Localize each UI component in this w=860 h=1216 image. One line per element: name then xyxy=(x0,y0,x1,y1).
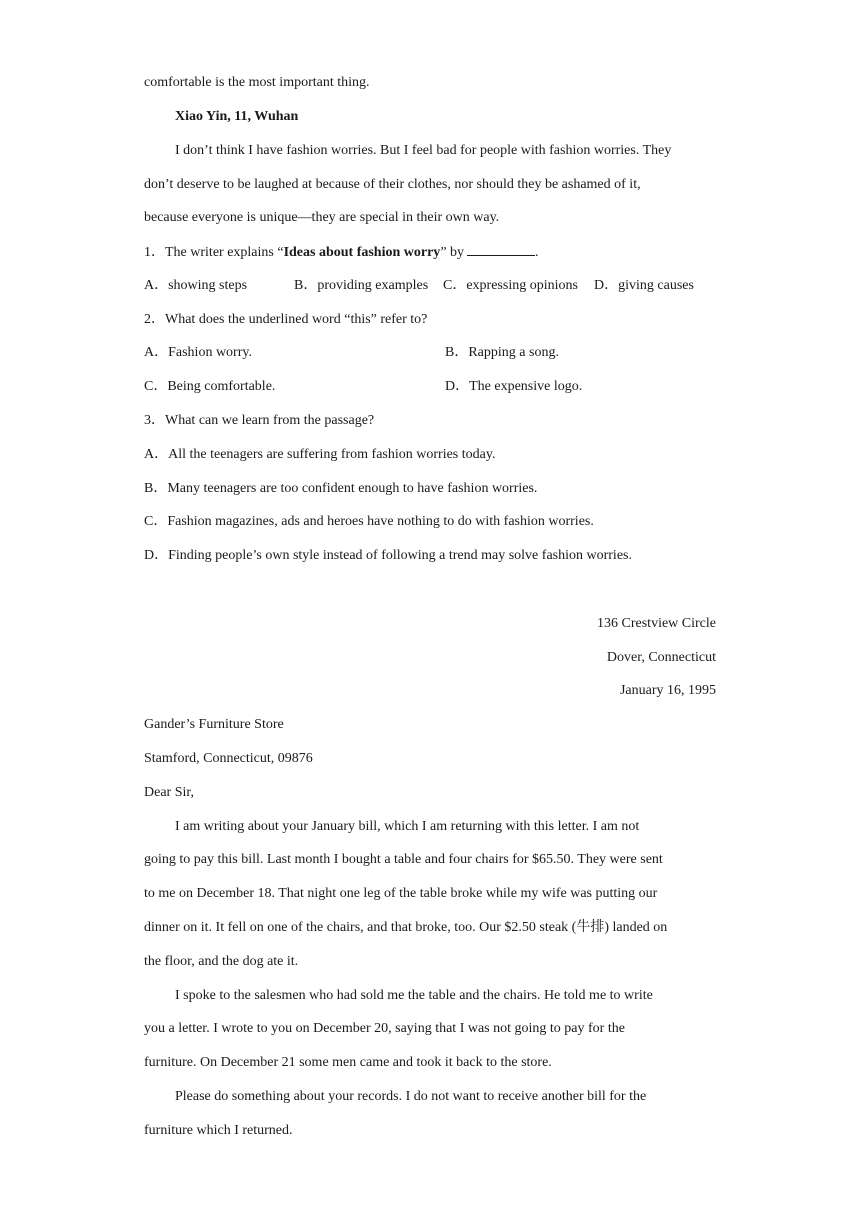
passage-line: comfortable is the most important thing. xyxy=(144,75,370,90)
passage-line: because everyone is unique—they are special in their own way. xyxy=(144,210,500,225)
q1-option-c: C．expressing opinions xyxy=(443,278,578,293)
sender-address-street: 136 Crestview Circle xyxy=(597,616,716,631)
question-2: 2．What does the underlined word “this” refer to? xyxy=(144,312,428,327)
q1-option-a: A．showing steps xyxy=(144,278,248,293)
letter-line: the floor, and the dog ate it. xyxy=(144,954,299,969)
q3-option-b: B．Many teenagers are too confident enough to have fashion worries. xyxy=(144,481,538,496)
salutation: Dear Sir, xyxy=(144,785,194,800)
question-1-prefix: 1．The writer explains “ xyxy=(144,245,284,260)
passage-line: don’t deserve to be laughed at because of their clothes, nor should they be ashamed of it, xyxy=(144,177,641,192)
recipient-address: Stamford, Connecticut, 09876 xyxy=(144,751,313,766)
q2-option-c: C．Being comfortable. xyxy=(144,379,276,394)
question-1-end: . xyxy=(535,245,539,260)
letter-line: I am writing about your January bill, which I am returning with this letter. I am not xyxy=(175,819,640,834)
q3-option-a: A．All the teenagers are suffering from fashion worries today. xyxy=(144,447,496,462)
q1-option-b: B．providing examples xyxy=(294,278,429,293)
passage-line: I don’t think I have fashion worries. But I feel bad for people with fashion worries. They xyxy=(175,143,672,158)
letter-date: January 16, 1995 xyxy=(619,683,716,698)
question-1 xyxy=(144,243,539,262)
q2-option-d: D．The expensive logo. xyxy=(445,379,583,394)
question-1-suffix: ” by xyxy=(440,245,465,260)
question-1-bold: Ideas about fashion worry xyxy=(283,245,441,260)
q3-option-d: D．Finding people’s own style instead of following a trend may solve fashion worries. xyxy=(144,548,632,563)
author-name: Xiao Yin, 11, Wuhan xyxy=(175,109,299,124)
letter-line: I spoke to the salesmen who had sold me the table and the chairs. He told me to write xyxy=(175,988,653,1003)
letter-line: Please do something about your records. I do not want to receive another bill for the xyxy=(175,1089,647,1104)
letter-line: furniture which I returned. xyxy=(144,1123,293,1138)
answer-blank xyxy=(467,243,535,256)
letter-line: dinner on it. It fell on one of the chairs, and that broke, too. Our $2.50 steak (牛排) landed on xyxy=(144,920,668,935)
recipient-name: Gander’s Furniture Store xyxy=(144,717,284,732)
q3-option-c: C．Fashion magazines, ads and heroes have nothing to do with fashion worries. xyxy=(144,514,594,529)
letter-line: going to pay this bill. Last month I bought a table and four chairs for $65.50. They were sent xyxy=(144,852,663,867)
q1-option-d: D．giving causes xyxy=(594,278,694,293)
question-3: 3．What can we learn from the passage? xyxy=(144,413,375,428)
letter-line: to me on December 18. That night one leg of the table broke while my wife was putting our xyxy=(144,886,658,901)
sender-address-city: Dover, Connecticut xyxy=(606,650,716,665)
letter-line: you a letter. I wrote to you on December 20, saying that I was not going to pay for the xyxy=(144,1021,625,1036)
q2-option-b: B．Rapping a song. xyxy=(445,345,559,360)
letter-line: furniture. On December 21 some men came and took it back to the store. xyxy=(144,1055,552,1070)
q2-option-a: A．Fashion worry. xyxy=(144,345,252,360)
